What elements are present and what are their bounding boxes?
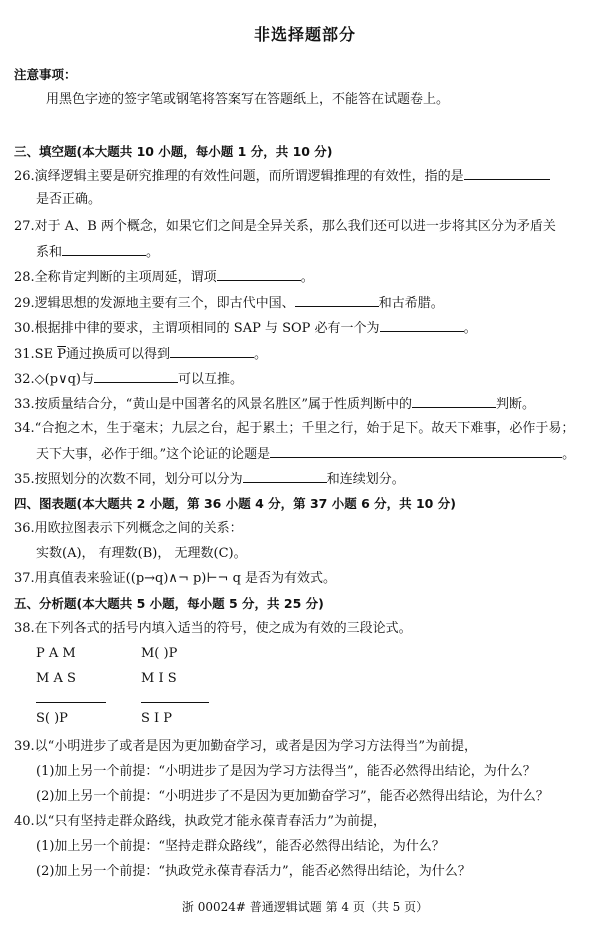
question-32 — [14, 370, 243, 388]
question-40: 40.以“只有坚持走群众路线，执政党才能永葆青春活力”为前提， — [14, 814, 386, 829]
q40-part1: (1)加上另一个前提：“坚持走群众路线”，能否必然得出结论，为什么？ — [36, 839, 445, 854]
answer-blank — [62, 243, 146, 256]
question-30 — [14, 319, 477, 337]
q33-end: 判断。 — [495, 397, 535, 412]
answer-blank — [217, 268, 301, 281]
answer-blank — [270, 445, 562, 458]
syllogism-left-line — [36, 702, 106, 703]
question-29 — [14, 294, 444, 312]
q34-end: 。 — [562, 447, 576, 462]
q32-end: 可以互推。 — [177, 372, 243, 387]
q27-cont — [36, 243, 159, 261]
notes-heading: 注意事项： — [14, 67, 77, 82]
q27-text: 系和 — [36, 245, 63, 260]
q35-text: 35.按照划分的次数不同，划分可以分为 — [14, 472, 243, 487]
q32-text: 32.◇(p∨q)与 — [14, 372, 94, 387]
notes-text: 用黑色字迹的签字笔或钢笔将答案写在答题纸上，不能答在试题卷上。 — [46, 92, 450, 107]
syllogism-left-minor: M A S — [36, 671, 76, 686]
section3-heading: 三、填空题(本大题共 10 小题，每小题 1 分，共 10 分) — [14, 144, 333, 159]
page-footer: 浙 00024# 普通逻辑试题 第 4 页（共 5 页） — [181, 900, 429, 914]
q29-end: 和古希腊。 — [378, 296, 444, 311]
question-38: 38.在下列各式的括号内填入适当的符号，使之成为有效的三段论式。 — [14, 621, 412, 636]
q33-text: 33.按质量结合分，“黄山是中国著名的风景名胜区”属于性质判断中的 — [14, 397, 412, 412]
q28-end: 。 — [300, 270, 314, 285]
syllogism-right-conclusion: S I P — [141, 711, 173, 726]
q26-cont: 是否正确。 — [36, 192, 102, 207]
question-33 — [14, 395, 535, 413]
syllogism-left-conclusion: S( )P — [36, 711, 68, 726]
section4-heading: 四、图表题(本大题共 2 小题，第 36 小题 4 分，第 37 小题 6 分，共 10 分) — [14, 496, 456, 511]
syllogism-right-minor: M I S — [141, 671, 177, 686]
answer-blank — [94, 370, 178, 383]
q30-end: 。 — [463, 321, 477, 336]
question-36: 36.用欧拉图表示下列概念之间的关系： — [14, 521, 243, 536]
question-34: 34.“合抱之木，生于毫末；九层之台，起于累土；千里之行，始于足下。故天下难事，必作于易； — [14, 421, 575, 436]
syllogism-right-major: M( )P — [141, 646, 178, 661]
question-28 — [14, 268, 314, 286]
question-39: 39.以“小明进步了或者是因为更加勤奋学习，或者是因为学习方法得当”为前提， — [14, 739, 477, 754]
q30-text: 30.根据排中律的要求，主谓项相同的 SAP 与 SOP 必有一个为 — [14, 321, 380, 336]
q36-concepts: 实数(A)， 有理数(B)， 无理数(C)。 — [36, 546, 247, 561]
q39-part1: (1)加上另一个前提：“小明进步了是因为学习方法得当”，能否必然得出结论，为什么？ — [36, 764, 536, 779]
q40-part2: (2)加上另一个前提：“执政党永葆青春活力”，能否必然得出结论，为什么？ — [36, 864, 471, 879]
q31-text2: 通过换质可以得到 — [65, 347, 170, 362]
question-27: 27.对于 A、B 两个概念，如果它们之间是全异关系，那么我们还可以进一步将其区分为矛盾关 — [14, 219, 556, 234]
answer-blank — [464, 167, 550, 180]
q28-text: 28.全称肯定判断的主项周延，谓项 — [14, 270, 217, 285]
answer-blank — [243, 470, 327, 483]
q27-end: 。 — [146, 245, 160, 260]
question-31 — [14, 345, 267, 363]
syllogism-right-line — [141, 702, 209, 703]
q31-p-bar: $\overline{P}$ — [57, 347, 66, 362]
syllogism-left-major: P A M — [36, 646, 76, 661]
question-37: 37.用真值表来验证((p→q)∧¬ p)⊢¬ q 是否为有效式。 — [14, 571, 337, 586]
q35-end: 和连续划分。 — [326, 472, 405, 487]
page-title: 非选择题部分 — [253, 25, 356, 44]
answer-blank — [170, 345, 254, 358]
q31-text: 31.SE — [14, 347, 58, 362]
answer-blank — [295, 294, 379, 307]
q31-end: 。 — [253, 347, 267, 362]
answer-blank — [380, 319, 464, 332]
section5-heading: 五、分析题(本大题共 5 小题，每小题 5 分，共 25 分) — [14, 596, 324, 611]
question-26 — [14, 167, 550, 185]
q34-text: 天下大事，必作于细。”这个论证的论题是 — [36, 447, 271, 462]
q26-text: 26.演绎逻辑主要是研究推理的有效性问题，而所谓逻辑推理的有效性，指的是 — [14, 169, 464, 184]
q29-text: 29.逻辑思想的发源地主要有三个，即古代中国、 — [14, 296, 295, 311]
question-35 — [14, 470, 405, 488]
answer-blank — [412, 395, 496, 408]
q34-cont — [36, 445, 575, 463]
q39-part2: (2)加上另一个前提：“小明进步了不是因为更加勤奋学习”，能否必然得出结论，为什么？ — [36, 789, 549, 804]
